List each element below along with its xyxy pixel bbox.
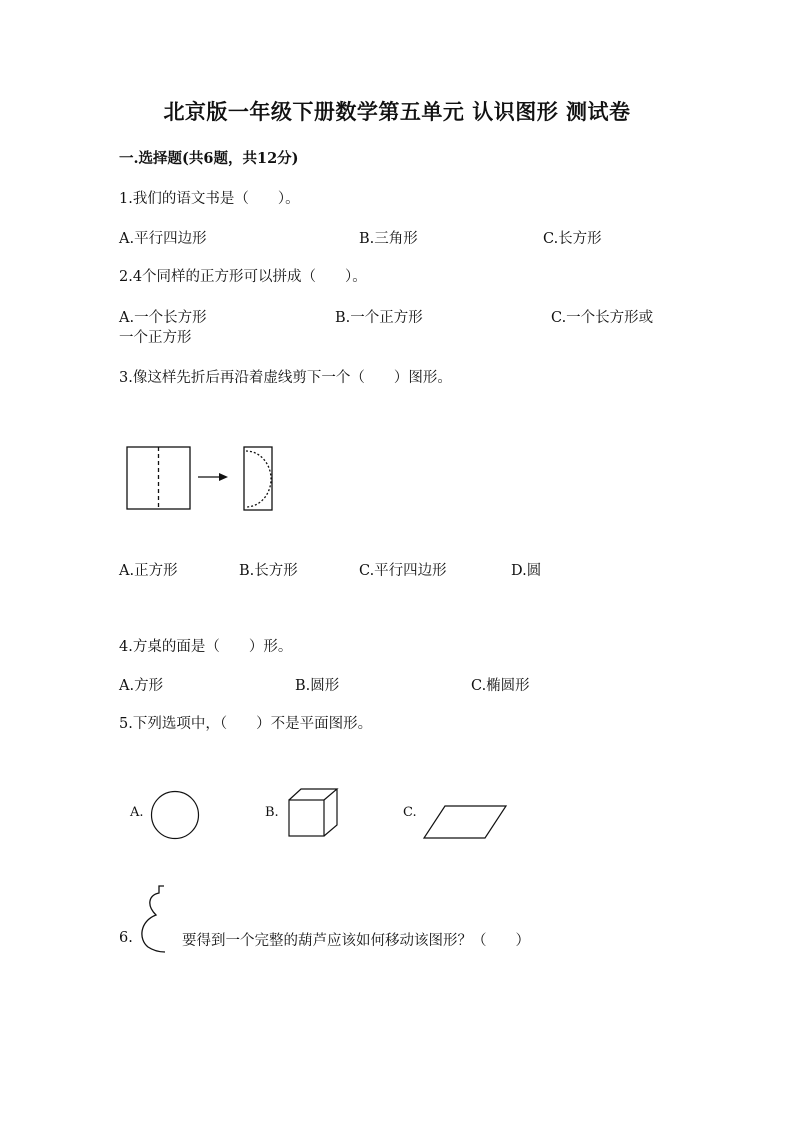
folded-paper <box>244 447 272 510</box>
question-2-stem: 2.4个同样的正方形可以拼成（ ）。 <box>119 269 367 285</box>
cube-shape-icon <box>287 787 342 839</box>
question-3-option-b[interactable]: B.长方形 <box>239 563 298 579</box>
question-2-option-c-continued: 一个正方形 <box>119 330 192 346</box>
question-3-option-a[interactable]: A.正方形 <box>119 563 178 579</box>
fold-cut-diagram <box>120 440 280 520</box>
question-4-stem: 4.方桌的面是（ ）形。 <box>119 639 293 655</box>
cut-arc <box>246 451 271 507</box>
section-heading: 一.选择题(共6题，共12分) <box>119 150 299 167</box>
question-6-number: 6. <box>119 930 133 946</box>
question-1-stem: 1.我们的语文书是（ ）。 <box>119 191 300 207</box>
question-5-option-b[interactable]: B. <box>265 805 279 820</box>
question-4-option-a[interactable]: A.方形 <box>119 678 164 694</box>
question-1-option-a[interactable]: A.平行四边形 <box>119 231 207 247</box>
question-5-option-c[interactable]: C. <box>403 805 417 820</box>
question-5-stem: 5.下列选项中，（ ）不是平面图形。 <box>119 716 373 732</box>
question-5-option-a[interactable]: A. <box>130 805 144 820</box>
question-4-option-c[interactable]: C.椭圆形 <box>471 678 530 694</box>
question-3-option-c[interactable]: C.平行四边形 <box>359 563 447 579</box>
question-2-option-c[interactable]: C.一个长方形或 <box>551 310 654 326</box>
question-6-stem: 要得到一个完整的葫芦应该如何移动该图形？（ ） <box>182 933 530 949</box>
question-3-option-d[interactable]: D.圆 <box>511 563 542 579</box>
page-title: 北京版一年级下册数学第五单元 认识图形 测试卷 <box>163 99 631 124</box>
gourd-half-icon <box>136 883 172 955</box>
question-3-stem: 3.像这样先折后再沿着虚线剪下一个（ ）图形。 <box>119 370 452 386</box>
parallelogram-shape-icon <box>422 804 510 842</box>
question-1-option-b[interactable]: B.三角形 <box>359 231 418 247</box>
question-2-option-b[interactable]: B.一个正方形 <box>335 310 423 326</box>
question-2-option-a[interactable]: A.一个长方形 <box>119 310 207 326</box>
circle-shape-icon <box>150 790 202 842</box>
question-4-option-b[interactable]: B.圆形 <box>295 678 340 694</box>
question-1-option-c[interactable]: C.长方形 <box>543 231 602 247</box>
arrow-right-icon <box>219 473 228 481</box>
